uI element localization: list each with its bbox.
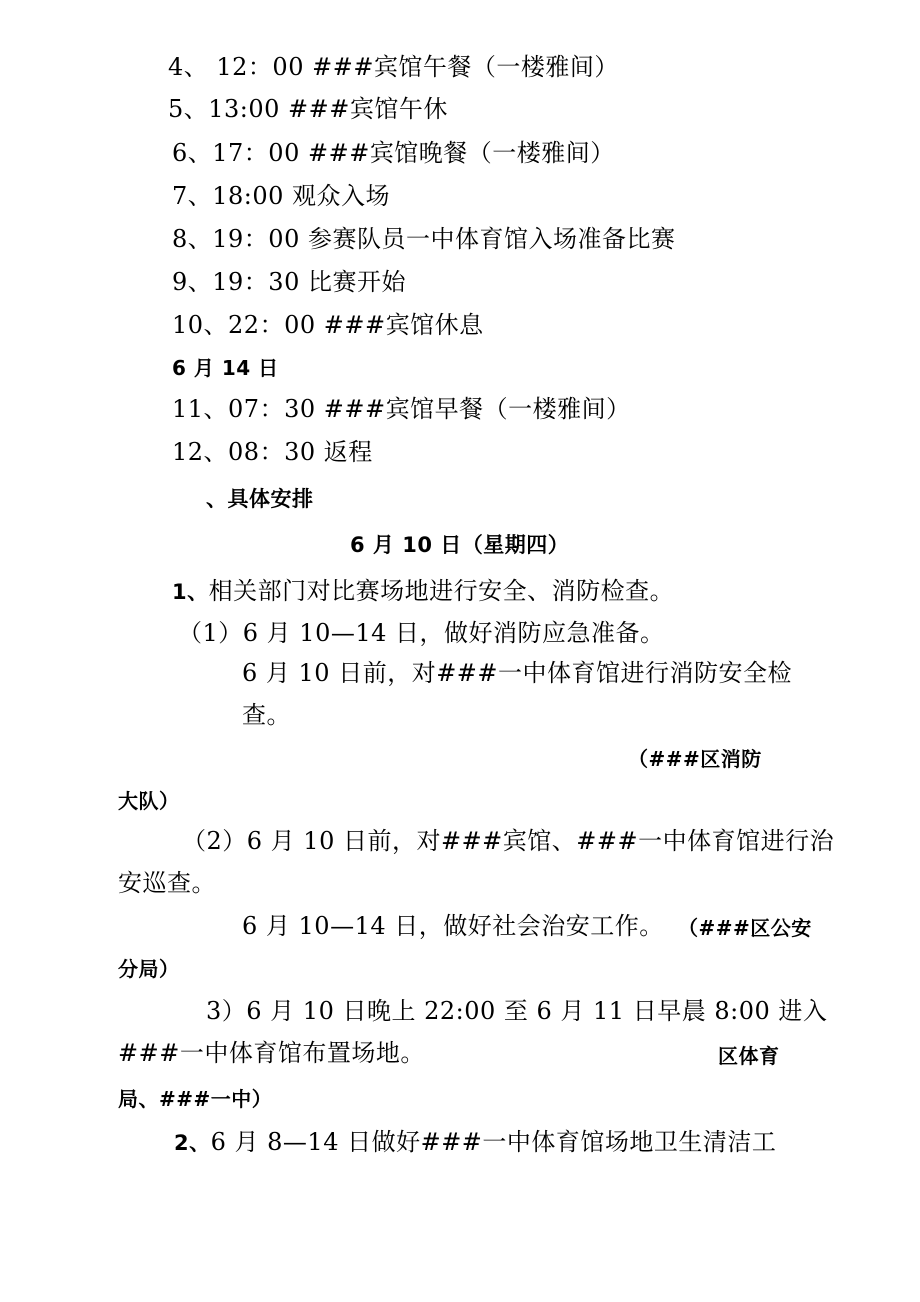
schedule-item-4: 4、 12：00 ###宾馆午餐（一楼雅间）	[168, 53, 619, 81]
schedule-item-5: 5、13:00 ###宾馆午休	[168, 95, 448, 123]
schedule-item-8: 8、19：00 参赛队员一中体育馆入场准备比赛	[172, 225, 676, 253]
task-2-text: 6 月 8—14 日做好###一中体育馆场地卫生清洁工	[210, 1128, 777, 1156]
schedule-item-10: 10、22：00 ###宾馆休息	[172, 311, 484, 339]
responsible-unit-sports-bureau-line-2: 局、###一中）	[118, 1087, 273, 1111]
task-1	[172, 576, 674, 607]
task-1-sub-2-detail: 6 月 10—14 日，做好社会治安工作。	[242, 912, 664, 940]
schedule-item-7: 7、18:00 观众入场	[172, 182, 391, 210]
responsible-unit-fire-brigade-line-2: 大队）	[118, 789, 180, 813]
responsible-unit-sports-bureau-line-1: 区体育	[718, 1044, 780, 1068]
task-2-number: 2、	[174, 1131, 211, 1155]
task-1-sub-1-detail-line-2: 查。	[242, 701, 291, 729]
task-1-sub-2-line-2: 安巡查。	[118, 869, 216, 897]
schedule-item-11: 11、07：30 ###宾馆早餐（一楼雅间）	[172, 395, 631, 423]
responsible-unit-fire-brigade-line-1: （###区消防	[628, 747, 762, 771]
task-1-sub-3-line-1: 3）6 月 10 日晚上 22:00 至 6 月 11 日早晨 8:00 进入	[206, 997, 828, 1025]
section-title: 、具体安排	[206, 487, 314, 511]
task-1-sub-2-line-1: （2）6 月 10 日前，对###宾馆、###一中体育馆进行治	[182, 827, 835, 855]
responsible-unit-police-line-1: （###区公安	[678, 916, 812, 940]
task-2	[174, 1127, 776, 1158]
task-1-number: 1、	[172, 580, 209, 604]
schedule-item-6: 6、17：00 ###宾馆晚餐（一楼雅间）	[172, 139, 615, 167]
task-1-sub-1: （1）6 月 10—14 日，做好消防应急准备。	[178, 619, 665, 647]
task-1-sub-1-detail-line-1: 6 月 10 日前，对###一中体育馆进行消防安全检	[242, 659, 793, 687]
schedule-item-12: 12、08：30 返程	[172, 438, 373, 466]
task-1-text: 相关部门对比赛场地进行安全、消防检查。	[208, 577, 675, 605]
day-heading: 6 月 10 日（星期四）	[350, 533, 570, 557]
task-1-sub-3-line-2: ###一中体育馆布置场地。	[118, 1039, 425, 1067]
date-heading-june-14: 6 月 14 日	[172, 356, 279, 380]
schedule-item-9: 9、19：30 比赛开始	[172, 268, 406, 296]
responsible-unit-police-line-2: 分局）	[118, 957, 180, 981]
